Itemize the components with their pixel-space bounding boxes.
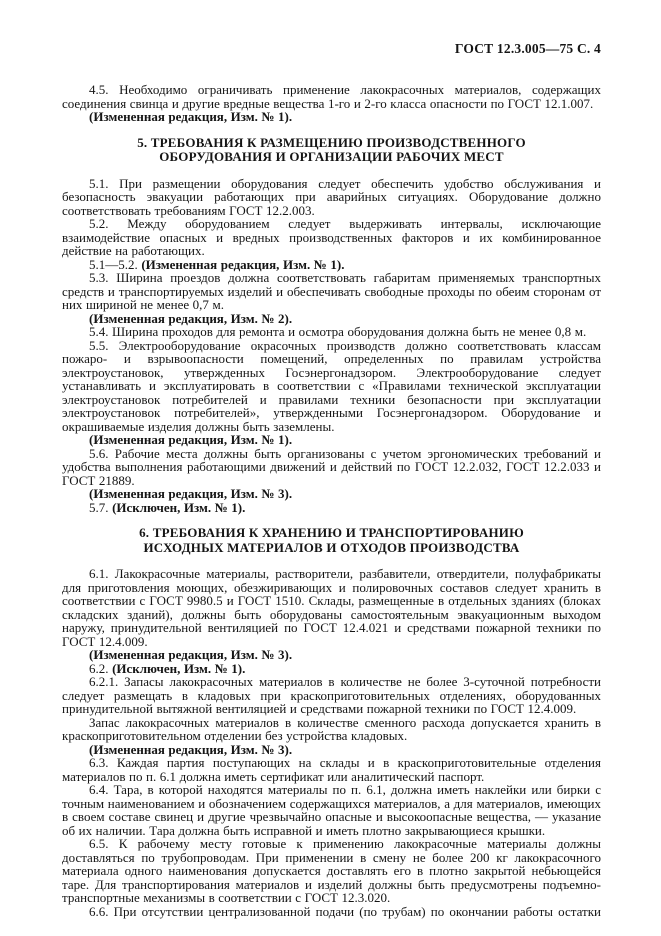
paragraph xyxy=(62,258,601,272)
text-run: 6.3. Каждая партия поступающих на склады и в краскоприготовительные отделения материалов по п. 6.1 должна иметь сертификат или аналитический паспорт. xyxy=(62,755,601,784)
text-run: (Исключен, Изм. № 1). xyxy=(112,499,246,515)
paragraph xyxy=(62,716,601,743)
text-run: 5.1. При размещении оборудования следует обеспечить удобство обслуживания и безопасность эвакуации работающих при аварийных ситуациях. Оборудование должно соответствовать требованиям ГОСТ 12.2.003. xyxy=(62,175,601,218)
section-heading-line: 6. ТРЕБОВАНИЯ К ХРАНЕНИЮ И ТРАНСПОРТИРОВАНИЮ xyxy=(139,525,524,540)
paragraph xyxy=(62,217,601,258)
paragraph xyxy=(62,271,601,312)
text-run: 5.4. Ширина проходов для ремонта и осмотра оборудования должна быть не менее 0,8 м. xyxy=(89,324,587,339)
paragraph xyxy=(62,567,601,648)
text-run: (Измененная редакция, Изм. № 3). xyxy=(89,486,293,501)
paragraph xyxy=(62,447,601,488)
paragraph xyxy=(62,501,601,515)
paragraph xyxy=(62,325,601,339)
text-run: (Измененная редакция, Изм. № 1). xyxy=(89,109,293,124)
text-run: (Исключен, Изм. № 1). xyxy=(112,660,246,676)
text-run: (Измененная редакция, Изм. № 1). xyxy=(89,432,293,447)
amendment-note xyxy=(62,312,601,326)
section-heading-line: 5. ТРЕБОВАНИЯ К РАЗМЕЩЕНИЮ ПРОИЗВОДСТВЕННОГО xyxy=(137,134,526,150)
paragraph xyxy=(62,783,601,837)
paragraph xyxy=(62,662,601,676)
document-body xyxy=(62,83,601,918)
text-run: (Измененная редакция, Изм. № 3). xyxy=(89,741,293,757)
amendment-note xyxy=(62,648,601,662)
section-heading-line: ИСХОДНЫХ МАТЕРИАЛОВ И ОТХОДОВ ПРОИЗВОДСТВА xyxy=(143,539,520,555)
amendment-note xyxy=(62,110,601,124)
text-run: 5.6. Рабочие места должны быть организованы с учетом эргономических требований и удобства выполнения работающими движений и действий по ГОСТ 12.2.032, ГОСТ 12.2.033 и ГОСТ 21889. xyxy=(62,445,601,488)
text-run: Запас лакокрасочных материалов в количестве сменного расхода допускается хранить в краскоприготовительном отделении без устройства кладовых. xyxy=(62,714,601,743)
text-run: 6.6. При отсутствии централизованной подачи (по трубам) по окончании работы остатки xyxy=(89,903,601,919)
paragraph xyxy=(62,905,601,919)
text-run: 6.2. xyxy=(89,660,113,676)
section-heading-line: ОБОРУДОВАНИЯ И ОРГАНИЗАЦИИ РАБОЧИХ МЕСТ xyxy=(159,149,504,164)
amendment-note xyxy=(62,433,601,447)
text-run: (Измененная редакция, Изм. № 2). xyxy=(89,310,293,326)
text-run: 5.7. xyxy=(89,499,113,515)
page-header xyxy=(62,42,601,56)
amendment-note xyxy=(62,743,601,757)
paragraph xyxy=(62,339,601,434)
text-run: 5.3. Ширина проездов должна соответствовать габаритам применяемых транспортных средств и транспортируемых изделий и обеспечивать свободные проходы по обеим сторонам от них шириной не менее 0,7 м. xyxy=(62,270,601,312)
text-run: 6.4. Тара, в которой находятся материалы по п. 6.1, должна иметь наклейки или бирки с точным наименованием и обозначением содержащихся материалов, а для материалов, имеющих в своем составе свинец и другие чрезвычайно опасные и высокоопасные вещества, — указание об их наличии. Тара должна быть исправной и иметь плотно закрывающиеся крышки. xyxy=(62,782,601,838)
section-heading xyxy=(62,136,601,165)
amendment-note xyxy=(62,487,601,501)
paragraph xyxy=(62,837,601,905)
paragraph xyxy=(62,177,601,218)
section-heading xyxy=(62,526,601,555)
text-run: 6.2.1. Запасы лакокрасочных материалов в количестве не более 3-суточной потребности следует размещать в кладовых при краскоприготовительных отделениях, оборудованных принудительной вытяжной вентиляцией и средствами пожарной техники по ГОСТ 12.4.009. xyxy=(62,674,601,716)
paragraph xyxy=(62,675,601,716)
paragraph xyxy=(62,756,601,783)
text-run: (Измененная редакция, Изм. № 3). xyxy=(89,647,293,662)
doc-number: ГОСТ 12.3.005—75 С. 4 xyxy=(454,41,601,56)
text-run: 4.5. Необходимо ограничивать применение лакокрасочных материалов, содержащих соединения свинца и другие вредные вещества 1-го и 2-го класса опасности по ГОСТ 12.1.007. xyxy=(62,82,601,111)
text-run: 5.5. Электрооборудование окрасочных производств должно соответствовать классам пожаро- и взрывоопасности помещений, определенных по правилам устройства электроустановок, утвержденных Госэнергонадзором. Электрооборудование следует устанавливать и эксплуатировать в соответствии с «Правилами технической эксплуатации электроустановок потребителей и правилами техники безопасности при эксплуатации электроустановок потребителей», утвержденными Госэнергонадзором. Оборудование и окрашиваемые изделия должны быть заземлены. xyxy=(62,337,601,434)
text-run: 6.1. Лакокрасочные материалы, растворители, разбавители, отвердители, полуфабрикаты для приготовления моющих, обезжиривающих и полировочных составов следует хранить в соответствии с ГОСТ 9980.5 и ГОСТ 1510. Склады, размещенные в отдельных зданиях (блоках складских зданий), должны быть оборудованы самостоятельным эвакуационным выходом наружу, принудительной вентиляцией по ГОСТ 12.4.021 и средствами пожарной техники по ГОСТ 12.4.009. xyxy=(62,566,601,649)
text-run: 6.5. К рабочему месту готовые к применению лакокрасочные материалы должны доставляться по трубопроводам. При применении в смену не более 200 кг лакокрасочного материала одного наименования допускается доставлять его в плотно закрытой небьющейся таре. Для транспортирования материалов и изделий должны быть предусмотрены подъемно-транспортные механизмы в соответствии с ГОСТ 12.3.020. xyxy=(62,836,601,905)
paragraph xyxy=(62,83,601,110)
text-run: 5.1—5.2. xyxy=(89,256,142,272)
text-run: 5.2. Между оборудованием следует выдерживать интервалы, исключающие взаимодействие опасных и вредных производственных факторов и их комбинированное действие на работающих. xyxy=(62,216,601,258)
text-run: (Измененная редакция, Изм. № 1). xyxy=(141,256,345,272)
